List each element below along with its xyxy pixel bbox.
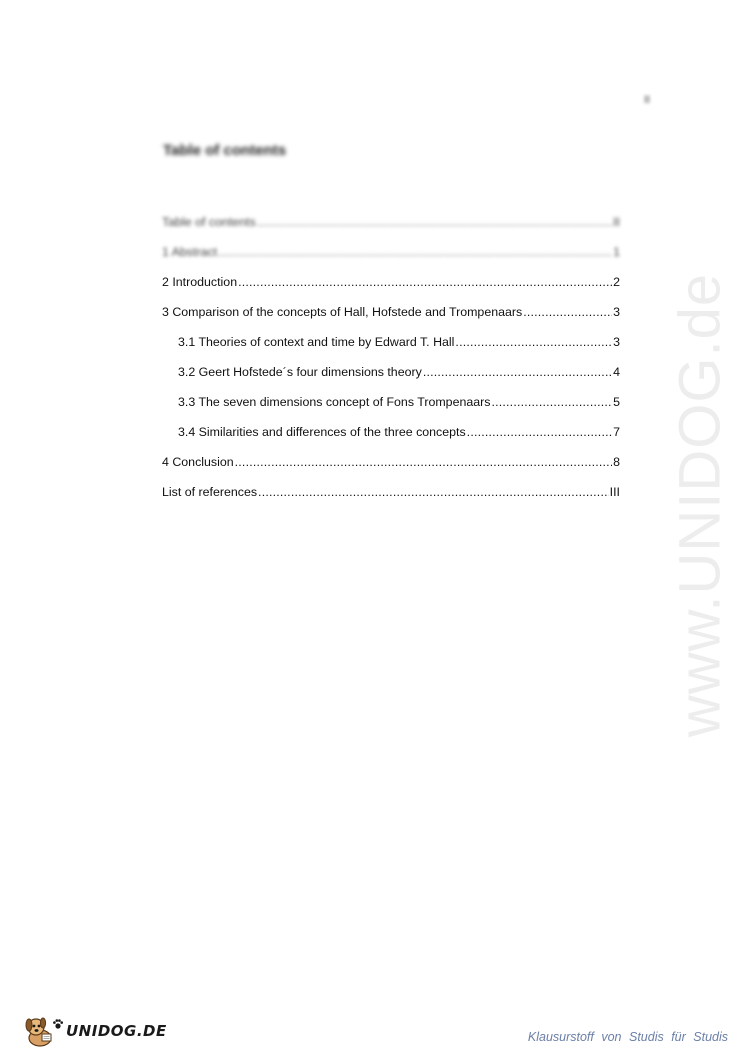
toc-entry-page: III <box>609 485 620 499</box>
toc-entry-page: 5 <box>613 395 620 409</box>
dog-mascot-icon <box>22 1014 56 1048</box>
toc-entry <box>162 484 620 514</box>
toc-entry <box>162 304 620 334</box>
toc-leader <box>423 364 612 380</box>
toc-entry-page: 3 <box>613 335 620 349</box>
toc-leader <box>257 214 612 230</box>
toc-leader <box>455 334 612 350</box>
toc-entry-label: 4 Conclusion <box>162 455 234 469</box>
toc-entry <box>162 424 620 454</box>
toc-leader <box>258 484 609 500</box>
toc-entry <box>162 334 620 364</box>
toc-leader <box>238 274 612 290</box>
toc-entry-label: 3 Comparison of the concepts of Hall, Hofstede and Trompenaars <box>162 305 523 319</box>
toc-leader <box>467 424 612 440</box>
toc-entry-page: II <box>613 215 620 229</box>
paw-icon <box>52 1018 64 1030</box>
toc-title: Table of contents <box>163 142 287 159</box>
toc-entry-label: 3.3 The seven dimensions concept of Fons Trompenaars <box>178 395 491 409</box>
watermark: www.UNIDOG.de <box>667 272 733 738</box>
toc-leader <box>523 304 612 320</box>
footer-logo <box>22 1014 167 1048</box>
toc-entry <box>162 244 620 274</box>
logo-text: UNIDOG.DE <box>66 1022 167 1040</box>
toc-leader <box>235 454 612 470</box>
toc-entry-page: 1 <box>613 245 620 259</box>
toc-entry <box>162 394 620 424</box>
toc-entry-label: 3.1 Theories of context and time by Edward T. Hall <box>178 335 455 349</box>
toc-entry-label: 1 Abstract <box>162 245 218 259</box>
footer-slogan: Klausurstoff von Studis für Studis <box>527 1030 728 1044</box>
toc-entry-label: 3.2 Geert Hofstede´s four dimensions theory <box>178 365 422 379</box>
toc-entry-label: Table of contents <box>162 215 256 229</box>
toc-entry-page: 2 <box>613 275 620 289</box>
toc-entry-page: 8 <box>613 455 620 469</box>
toc-leader <box>218 244 612 260</box>
toc-entry-label: List of references <box>162 485 258 499</box>
toc-entry <box>162 274 620 304</box>
toc-entry-label: 2 Introduction <box>162 275 238 289</box>
toc-entry <box>162 454 620 484</box>
toc-entry-page: 7 <box>613 425 620 439</box>
toc-list <box>162 214 620 514</box>
toc-entry-page: 4 <box>613 365 620 379</box>
toc-leader <box>491 394 612 410</box>
toc-entry <box>162 364 620 394</box>
toc-entry-label: 3.4 Similarities and differences of the three concepts <box>178 425 466 439</box>
toc-entry-page: 3 <box>613 305 620 319</box>
toc-entry <box>162 214 620 244</box>
page-number: II <box>644 94 651 106</box>
